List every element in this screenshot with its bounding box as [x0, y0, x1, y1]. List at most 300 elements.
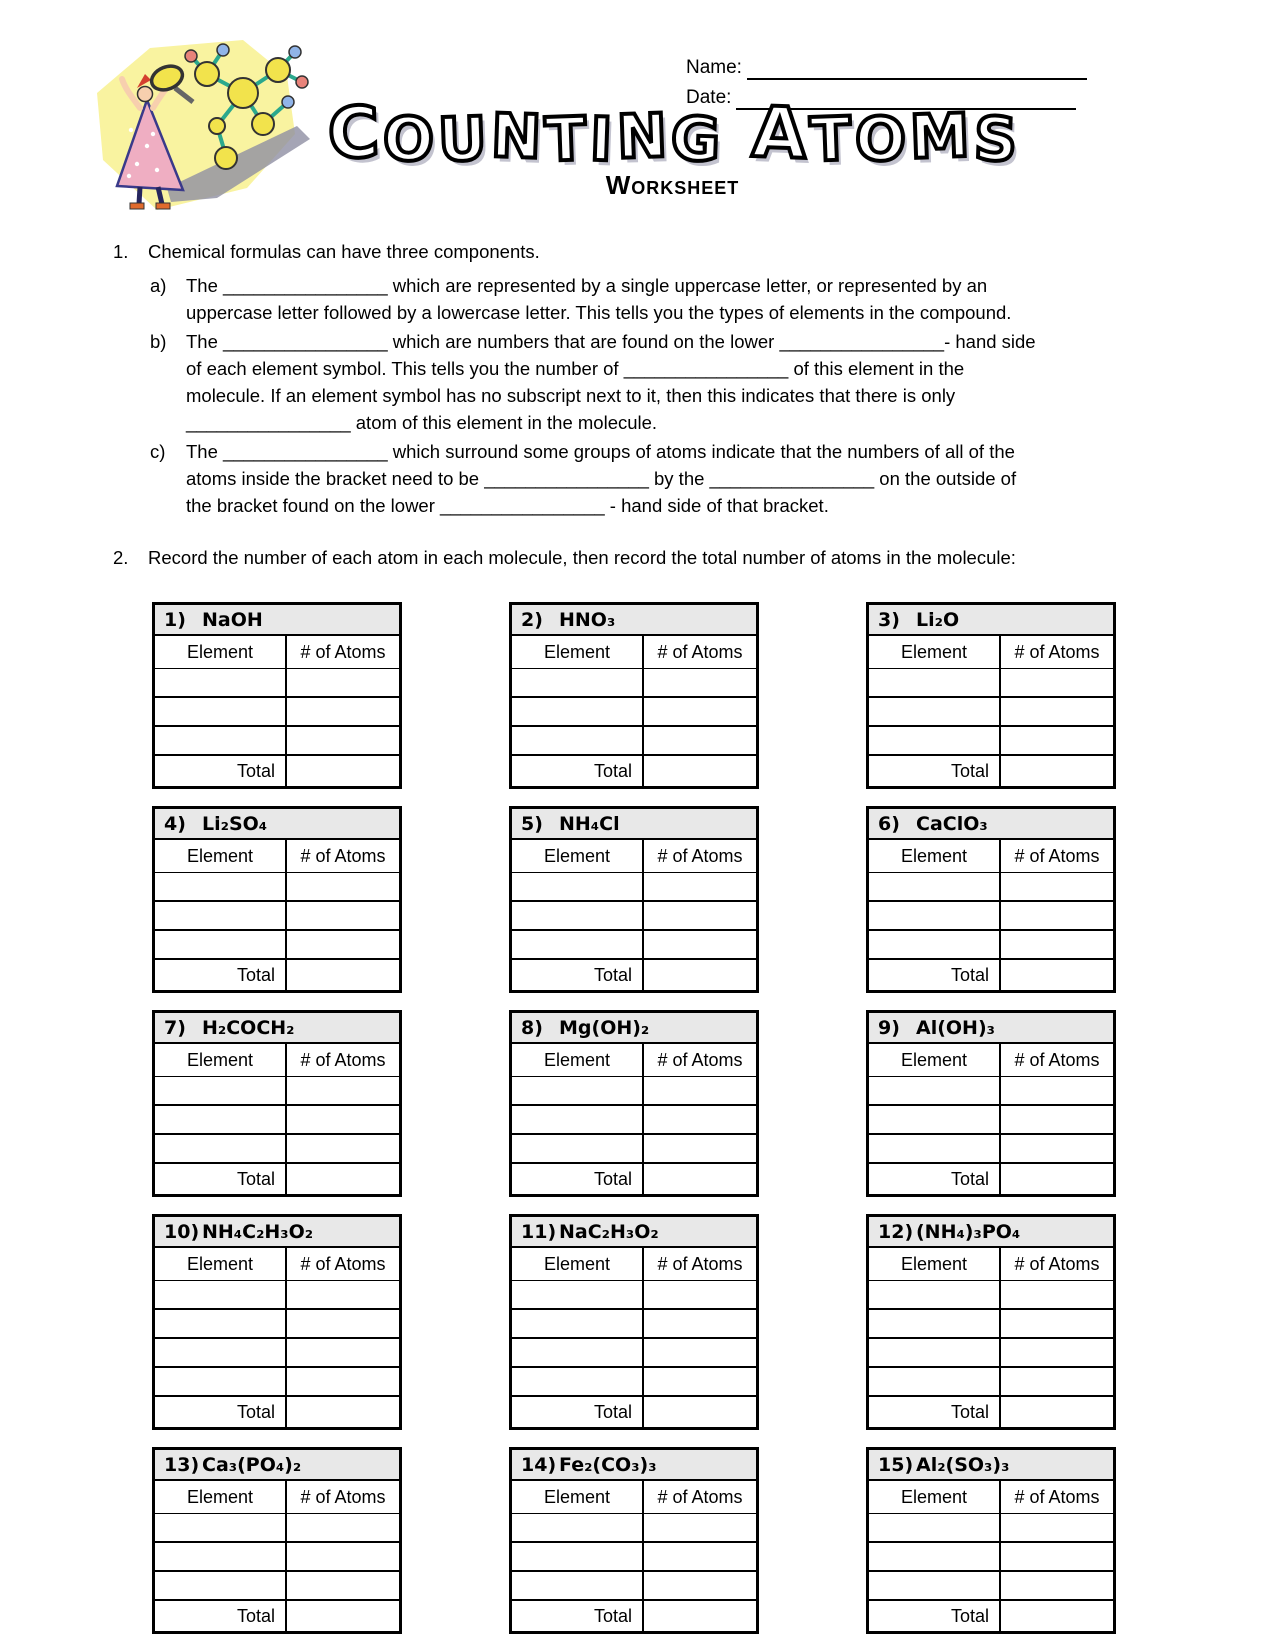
title-letter: U	[437, 104, 489, 176]
element-blank-cell	[512, 1135, 642, 1162]
formula-table-2	[509, 602, 759, 789]
atoms-blank-cell	[999, 873, 1113, 900]
element-column-header: Element	[900, 1486, 968, 1507]
name-label: Name:	[686, 57, 742, 78]
blank-answer-row	[869, 1368, 1113, 1397]
atoms-blank-cell	[285, 931, 399, 958]
total-blank-cell	[285, 1397, 399, 1427]
q2-number: 2.	[113, 547, 129, 568]
total-row	[155, 1164, 399, 1194]
formula-table-12	[866, 1214, 1116, 1430]
formula-table-6	[866, 806, 1116, 993]
table-title-bar	[869, 605, 1113, 636]
item-b-line-3: molecule. If an element symbol has no subscript next to it, then this indicates that there is only	[186, 385, 956, 406]
element-blank-cell	[155, 1543, 285, 1570]
blank-answer-row	[869, 1077, 1113, 1106]
element-blank-cell	[512, 1543, 642, 1570]
atoms-blank-cell	[999, 1135, 1113, 1162]
column-header-row	[869, 1248, 1113, 1281]
blank-answer-row	[512, 698, 756, 727]
blank-answer-row	[869, 698, 1113, 727]
element-column-header: Element	[900, 1049, 968, 1070]
blank-answer-row	[869, 1281, 1113, 1310]
chemical-formula: Al(OH)₃	[916, 1016, 995, 1039]
blank-answer-row	[512, 873, 756, 902]
table-number: 15)	[878, 1453, 914, 1476]
chemical-formula: (NH₄)₃PO₄	[916, 1220, 1021, 1243]
element-blank-cell	[512, 902, 642, 929]
table-title-bar	[869, 1450, 1113, 1481]
table-title-bar	[155, 1217, 399, 1248]
item-b-line-2: of each element symbol. This tells you the number of ________________ of this element in the	[186, 358, 965, 379]
title-letter: A	[750, 91, 808, 175]
item-c-line-1: The ________________ which surround some groups of atoms indicate that the numbers of all of the	[186, 441, 1015, 462]
q1-item-a	[150, 272, 1215, 326]
atoms-column-header: # of Atoms	[285, 636, 399, 668]
element-blank-cell	[869, 1514, 999, 1541]
total-label: Total	[593, 1402, 632, 1422]
column-header-row	[512, 840, 756, 873]
element-blank-cell	[869, 902, 999, 929]
blank-answer-row	[155, 1368, 399, 1397]
blank-answer-row	[155, 669, 399, 698]
formula-table-7	[152, 1010, 402, 1197]
element-blank-cell	[869, 1135, 999, 1162]
blank-answer-row	[512, 1339, 756, 1368]
total-blank-cell	[999, 1601, 1113, 1631]
formula-table-1	[152, 602, 402, 789]
element-blank-cell	[512, 1339, 642, 1366]
total-row	[512, 960, 756, 990]
total-label: Total	[236, 1169, 275, 1189]
element-blank-cell	[512, 873, 642, 900]
atoms-blank-cell	[999, 1572, 1113, 1599]
item-b-line-1: The ________________ which are numbers that are found on the lower ________________- hand side	[186, 331, 1036, 352]
blank-answer-row	[869, 873, 1113, 902]
atoms-blank-cell	[642, 1514, 756, 1541]
total-blank-cell	[999, 1164, 1113, 1194]
formula-table-8	[509, 1010, 759, 1197]
blank-answer-row	[512, 1281, 756, 1310]
atoms-blank-cell	[642, 1281, 756, 1308]
total-blank-cell	[642, 756, 756, 786]
atoms-blank-cell	[642, 902, 756, 929]
atoms-blank-cell	[285, 1514, 399, 1541]
total-label: Total	[593, 761, 632, 781]
formula-table-3	[866, 602, 1116, 789]
title-letter: T	[809, 104, 853, 176]
column-header-row	[869, 1044, 1113, 1077]
blank-answer-row	[512, 1543, 756, 1572]
element-column-header: Element	[900, 845, 968, 866]
atoms-blank-cell	[999, 1514, 1113, 1541]
element-column-header: Element	[186, 1253, 254, 1274]
atoms-column-header: # of Atoms	[642, 840, 756, 872]
atoms-blank-cell	[999, 1310, 1113, 1337]
blank-answer-row	[869, 1106, 1113, 1135]
total-label: Total	[950, 965, 989, 985]
atoms-column-header: # of Atoms	[285, 1481, 399, 1513]
column-header-row	[512, 1481, 756, 1514]
question-1	[113, 238, 1215, 571]
item-c-line-3: the bracket found on the lower ________________ - hand side of that bracket.	[186, 495, 829, 516]
chemical-formula: Al₂(SO₃)₃	[916, 1453, 1010, 1476]
blank-answer-row	[512, 1368, 756, 1397]
atoms-blank-cell	[285, 1077, 399, 1104]
total-blank-cell	[285, 1164, 399, 1194]
atoms-blank-cell	[999, 1339, 1113, 1366]
element-blank-cell	[155, 902, 285, 929]
blank-answer-row	[155, 1281, 399, 1310]
blank-answer-row	[869, 1514, 1113, 1543]
element-blank-cell	[869, 1281, 999, 1308]
total-blank-cell	[642, 960, 756, 990]
element-blank-cell	[512, 1572, 642, 1599]
formula-table-9	[866, 1010, 1116, 1197]
blank-answer-row	[869, 1135, 1113, 1164]
table-title-bar	[512, 605, 756, 636]
table-title-bar	[512, 1217, 756, 1248]
element-blank-cell	[512, 1368, 642, 1395]
atoms-column-header: # of Atoms	[285, 1044, 399, 1076]
q1-sub-items	[150, 272, 1215, 519]
column-header-row	[869, 1481, 1113, 1514]
element-blank-cell	[155, 931, 285, 958]
formula-table-15	[866, 1447, 1116, 1634]
blank-answer-row	[155, 873, 399, 902]
blank-answer-row	[512, 1514, 756, 1543]
total-row	[512, 1397, 756, 1427]
element-column-header: Element	[543, 1049, 611, 1070]
element-blank-cell	[512, 727, 642, 754]
element-blank-cell	[869, 698, 999, 725]
blank-answer-row	[155, 1572, 399, 1601]
table-number: 5)	[521, 812, 543, 835]
formula-table-4	[152, 806, 402, 993]
atoms-column-header: # of Atoms	[285, 840, 399, 872]
element-column-header: Element	[900, 641, 968, 662]
atoms-column-header: # of Atoms	[999, 1044, 1113, 1076]
element-blank-cell	[869, 1543, 999, 1570]
table-number: 11)	[521, 1220, 557, 1243]
table-number: 12)	[878, 1220, 914, 1243]
column-header-row	[155, 840, 399, 873]
atoms-column-header: # of Atoms	[285, 1248, 399, 1280]
table-title-bar	[512, 1450, 756, 1481]
blank-answer-row	[869, 727, 1113, 756]
atoms-column-header: # of Atoms	[999, 1248, 1113, 1280]
table-title-bar	[869, 1013, 1113, 1044]
title-letter: S	[972, 104, 1019, 176]
blank-answer-row	[869, 931, 1113, 960]
title-block	[0, 91, 1275, 201]
atoms-blank-cell	[642, 1106, 756, 1133]
table-title-bar	[512, 1013, 756, 1044]
table-number: 10)	[164, 1220, 200, 1243]
atoms-blank-cell	[285, 1281, 399, 1308]
chemical-formula: Mg(OH)₂	[559, 1016, 650, 1039]
table-number: 3)	[878, 608, 900, 631]
element-column-header: Element	[543, 641, 611, 662]
chemical-formula: HNO₃	[559, 608, 616, 631]
atoms-blank-cell	[285, 1339, 399, 1366]
chemical-formula: NH₄Cl	[559, 812, 620, 835]
blank-answer-row	[512, 1135, 756, 1164]
column-header-row	[155, 1481, 399, 1514]
atoms-blank-cell	[999, 669, 1113, 696]
page-title	[326, 91, 1019, 178]
blank-answer-row	[155, 1543, 399, 1572]
atoms-blank-cell	[999, 1543, 1113, 1570]
atoms-blank-cell	[642, 1077, 756, 1104]
total-label: Total	[236, 965, 275, 985]
blank-answer-row	[155, 1135, 399, 1164]
table-title-bar	[155, 1013, 399, 1044]
element-blank-cell	[869, 1339, 999, 1366]
total-row	[869, 756, 1113, 786]
table-number: 7)	[164, 1016, 186, 1039]
chemical-formula: Fe₂(CO₃)₃	[559, 1453, 657, 1476]
blank-answer-row	[869, 1339, 1113, 1368]
chemical-formula: NaOH	[202, 608, 263, 631]
q1-text: Chemical formulas can have three components.	[148, 241, 540, 262]
atoms-blank-cell	[285, 1135, 399, 1162]
element-blank-cell	[155, 669, 285, 696]
title-letter: T	[544, 104, 588, 176]
blank-answer-row	[155, 1310, 399, 1339]
element-blank-cell	[155, 698, 285, 725]
element-blank-cell	[512, 1310, 642, 1337]
title-letter: N	[615, 101, 668, 173]
blank-answer-row	[512, 727, 756, 756]
element-blank-cell	[155, 1339, 285, 1366]
chemical-formula: Li₂O	[916, 608, 960, 631]
total-row	[155, 960, 399, 990]
table-number: 4)	[164, 812, 186, 835]
element-blank-cell	[512, 1514, 642, 1541]
table-number: 2)	[521, 608, 543, 631]
item-a-line-2: uppercase letter followed by a lowercase letter. This tells you the types of elements in the compound.	[186, 302, 1012, 323]
blank-answer-row	[512, 1077, 756, 1106]
blank-answer-row	[512, 1106, 756, 1135]
element-blank-cell	[869, 727, 999, 754]
blank-answer-row	[155, 1077, 399, 1106]
chemical-formula: CaClO₃	[916, 812, 988, 835]
atoms-blank-cell	[285, 727, 399, 754]
title-letter: O	[853, 104, 908, 176]
atoms-column-header: # of Atoms	[642, 1044, 756, 1076]
title-letter: G	[669, 104, 722, 176]
element-blank-cell	[869, 931, 999, 958]
element-blank-cell	[155, 873, 285, 900]
chemical-formula: H₂COCH₂	[202, 1016, 295, 1039]
element-blank-cell	[512, 698, 642, 725]
q1-number: 1.	[113, 241, 129, 262]
element-column-header: Element	[186, 641, 254, 662]
element-blank-cell	[512, 669, 642, 696]
total-blank-cell	[642, 1601, 756, 1631]
atoms-blank-cell	[642, 698, 756, 725]
worksheet-header	[0, 0, 1275, 238]
name-blank-line	[747, 58, 1087, 80]
atoms-blank-cell	[642, 1543, 756, 1570]
total-row	[869, 1601, 1113, 1631]
total-label: Total	[236, 761, 275, 781]
atoms-blank-cell	[999, 727, 1113, 754]
chemical-formula: Ca₃(PO₄)₂	[202, 1453, 302, 1476]
blank-answer-row	[512, 1310, 756, 1339]
element-column-header: Element	[543, 1253, 611, 1274]
total-blank-cell	[285, 960, 399, 990]
atoms-blank-cell	[999, 1368, 1113, 1395]
table-title-bar	[869, 809, 1113, 840]
total-row	[155, 1601, 399, 1631]
q1-item-c	[150, 438, 1215, 519]
atoms-blank-cell	[999, 1106, 1113, 1133]
column-header-row	[512, 1044, 756, 1077]
element-column-header: Element	[186, 1486, 254, 1507]
element-column-header: Element	[186, 1049, 254, 1070]
atoms-blank-cell	[285, 1310, 399, 1337]
chemical-formula: NH₄C₂H₃O₂	[202, 1220, 314, 1243]
item-b-line-4: ________________ atom of this element in the molecule.	[186, 412, 658, 433]
element-blank-cell	[869, 669, 999, 696]
atoms-blank-cell	[999, 931, 1113, 958]
element-blank-cell	[512, 1281, 642, 1308]
atoms-column-header: # of Atoms	[999, 636, 1113, 668]
blank-answer-row	[155, 698, 399, 727]
element-blank-cell	[869, 1572, 999, 1599]
element-blank-cell	[155, 1281, 285, 1308]
chemical-formula: NaC₂H₃O₂	[559, 1220, 659, 1243]
atoms-column-header: # of Atoms	[642, 1481, 756, 1513]
blank-answer-row	[512, 669, 756, 698]
column-header-row	[869, 840, 1113, 873]
title-letter: I	[588, 104, 614, 176]
element-blank-cell	[512, 1106, 642, 1133]
column-header-row	[155, 636, 399, 669]
title-letter: M	[908, 100, 971, 174]
total-blank-cell	[999, 960, 1113, 990]
blank-answer-row	[155, 931, 399, 960]
total-row	[869, 1397, 1113, 1427]
item-c-label: c)	[150, 441, 166, 462]
total-row	[512, 1164, 756, 1194]
blank-answer-row	[155, 902, 399, 931]
element-column-header: Element	[186, 845, 254, 866]
question-2	[113, 544, 1215, 571]
column-header-row	[155, 1044, 399, 1077]
atoms-blank-cell	[642, 873, 756, 900]
blank-answer-row	[155, 727, 399, 756]
column-header-row	[155, 1248, 399, 1281]
atoms-blank-cell	[642, 1135, 756, 1162]
page-subtitle: Worksheet	[605, 170, 740, 200]
blank-answer-row	[869, 1543, 1113, 1572]
total-blank-cell	[642, 1164, 756, 1194]
item-a-label: a)	[150, 275, 167, 296]
total-blank-cell	[999, 756, 1113, 786]
atoms-column-header: # of Atoms	[999, 840, 1113, 872]
formula-table-14	[509, 1447, 759, 1634]
element-blank-cell	[155, 1077, 285, 1104]
table-number: 1)	[164, 608, 186, 631]
total-blank-cell	[642, 1397, 756, 1427]
title-letter: N	[489, 101, 543, 173]
table-title-bar	[155, 1450, 399, 1481]
blank-answer-row	[512, 1572, 756, 1601]
total-row	[512, 756, 756, 786]
total-row	[512, 1601, 756, 1631]
atoms-blank-cell	[642, 1368, 756, 1395]
blank-answer-row	[512, 931, 756, 960]
total-label: Total	[950, 1402, 989, 1422]
table-number: 14)	[521, 1453, 557, 1476]
total-blank-cell	[999, 1397, 1113, 1427]
atoms-blank-cell	[642, 1339, 756, 1366]
atoms-blank-cell	[642, 931, 756, 958]
element-blank-cell	[155, 1514, 285, 1541]
atoms-blank-cell	[285, 698, 399, 725]
total-label: Total	[593, 965, 632, 985]
element-blank-cell	[512, 1077, 642, 1104]
total-label: Total	[593, 1606, 632, 1626]
atoms-blank-cell	[285, 873, 399, 900]
title-letter: C	[326, 91, 381, 175]
total-blank-cell	[285, 756, 399, 786]
blank-answer-row	[869, 1572, 1113, 1601]
element-blank-cell	[155, 1135, 285, 1162]
formula-table-5	[509, 806, 759, 993]
table-title-bar	[512, 809, 756, 840]
title-letter: O	[382, 104, 436, 176]
q2-text: Record the number of each atom in each molecule, then record the total number of atoms in the molecule:	[148, 547, 1016, 568]
element-blank-cell	[155, 1310, 285, 1337]
element-blank-cell	[869, 1077, 999, 1104]
atoms-blank-cell	[642, 1572, 756, 1599]
total-label: Total	[950, 1169, 989, 1189]
date-label: Date:	[686, 87, 732, 108]
atoms-blank-cell	[999, 698, 1113, 725]
table-title-bar	[155, 605, 399, 636]
element-blank-cell	[155, 1106, 285, 1133]
item-b-label: b)	[150, 331, 167, 352]
table-title-bar	[155, 809, 399, 840]
atoms-blank-cell	[999, 1077, 1113, 1104]
atoms-column-header: # of Atoms	[642, 636, 756, 668]
formula-table-13	[152, 1447, 402, 1634]
column-header-row	[512, 1248, 756, 1281]
atoms-blank-cell	[285, 1368, 399, 1395]
item-c-line-2: atoms inside the bracket need to be ________________ by the ________________ on the outside of	[186, 468, 1017, 489]
atoms-blank-cell	[285, 1543, 399, 1570]
element-blank-cell	[155, 1572, 285, 1599]
atoms-blank-cell	[642, 727, 756, 754]
table-number: 13)	[164, 1453, 200, 1476]
blank-answer-row	[869, 669, 1113, 698]
total-blank-cell	[285, 1601, 399, 1631]
total-row	[869, 960, 1113, 990]
table-number: 8)	[521, 1016, 543, 1039]
element-blank-cell	[869, 873, 999, 900]
element-column-header: Element	[900, 1253, 968, 1274]
q1-item-b	[150, 328, 1215, 436]
atoms-blank-cell	[285, 1106, 399, 1133]
blank-answer-row	[869, 1310, 1113, 1339]
total-row	[155, 1397, 399, 1427]
atoms-blank-cell	[285, 902, 399, 929]
table-number: 6)	[878, 812, 900, 835]
